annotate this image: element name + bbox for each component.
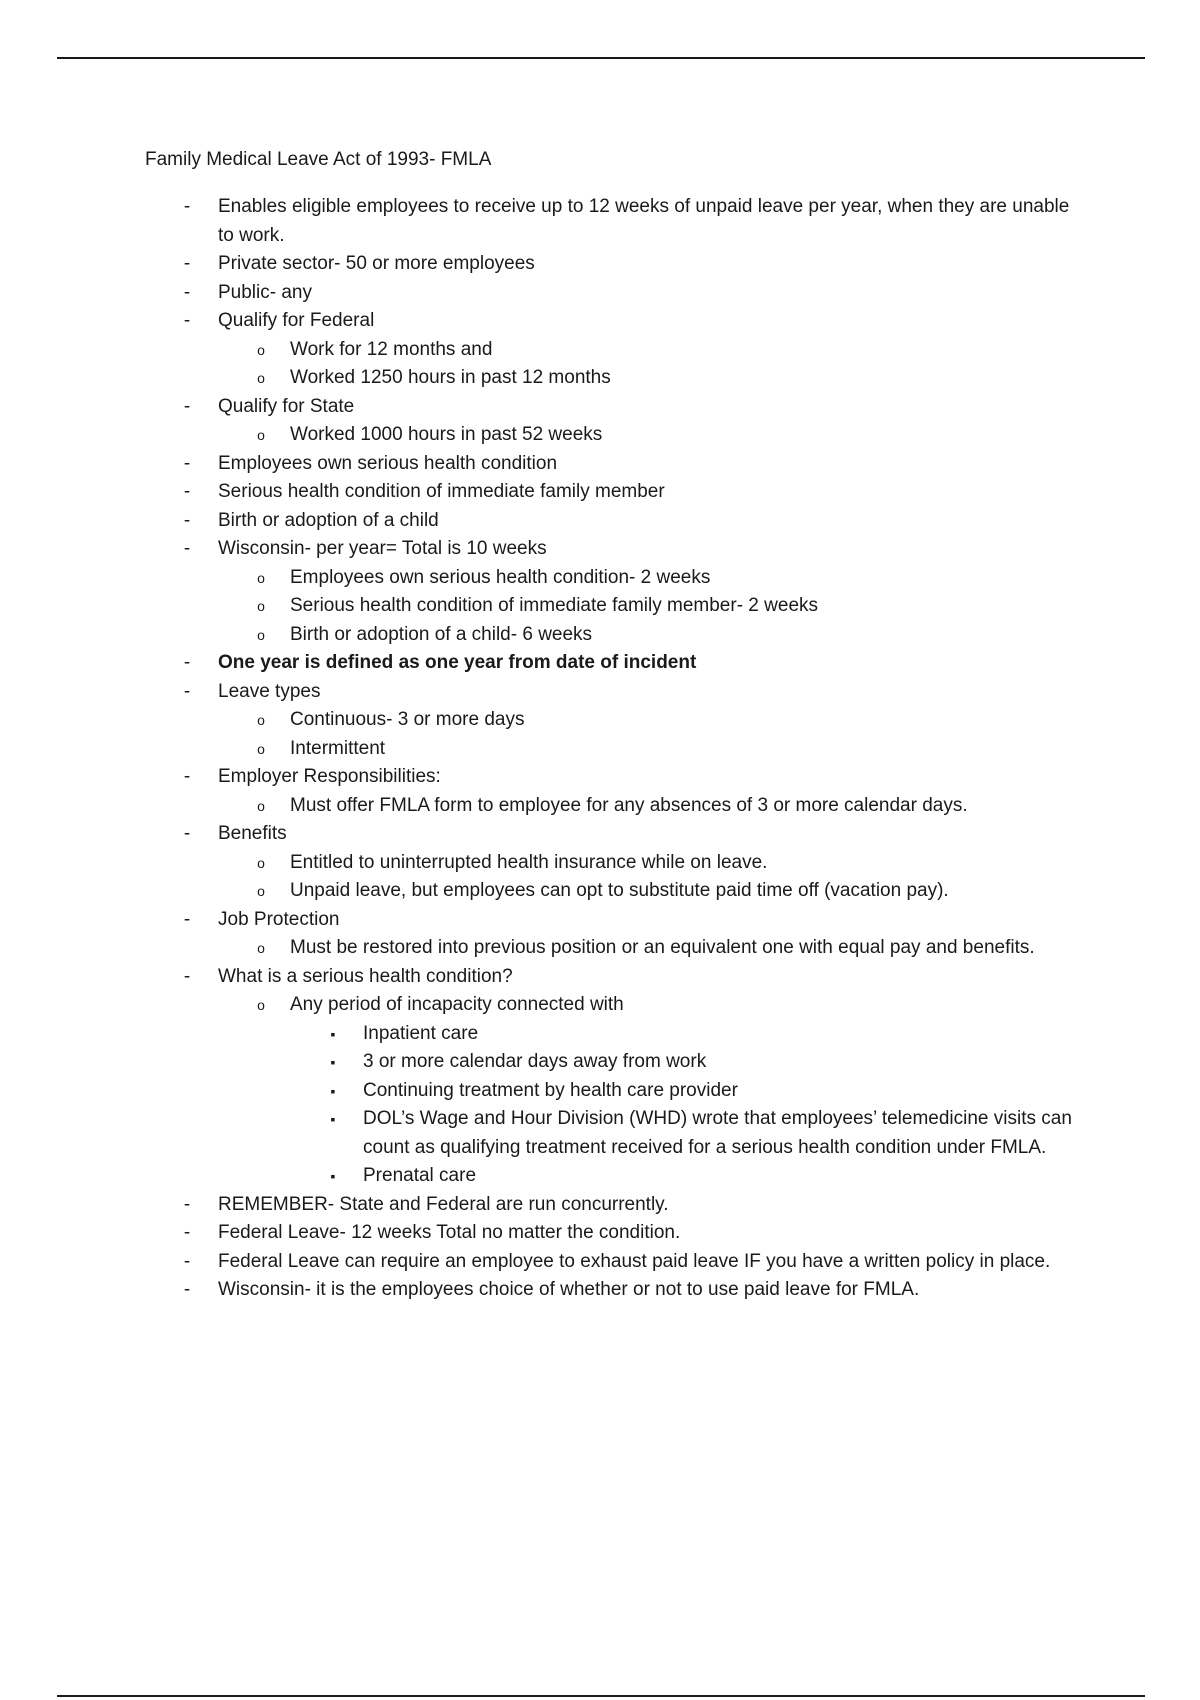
bullet-marker: -: [183, 1279, 191, 1300]
list-item: [145, 564, 1085, 593]
list-item: [145, 763, 1085, 792]
bullet-marker: o: [257, 370, 265, 386]
list-item: [145, 507, 1085, 536]
list-item-text: Serious health condition of immediate family member- 2 weeks: [290, 595, 819, 616]
document-body: [145, 193, 1085, 1305]
list-item: [145, 849, 1085, 878]
list-item-text: Wisconsin- it is the employees choice of whether or not to use paid leave for FMLA.: [218, 1279, 920, 1300]
bullet-marker: -: [183, 652, 191, 673]
list-item: [145, 307, 1085, 336]
list-item: [145, 1248, 1085, 1277]
list-item: [145, 706, 1085, 735]
bullet-marker: o: [257, 883, 265, 899]
list-item-text: Qualify for State: [218, 395, 355, 417]
list-item-text: Inpatient care: [363, 1022, 479, 1044]
list-item-text: Continuing treatment by health care provider: [363, 1079, 738, 1101]
list-item-text: Employees own serious health condition: [218, 452, 558, 474]
bullet-marker: ▪: [330, 1054, 336, 1070]
bullet-marker: -: [183, 310, 191, 331]
bullet-marker: -: [183, 1222, 191, 1243]
list-item-text: Continuous- 3 or more days: [290, 709, 525, 730]
list-item-text: Must be restored into previous position or an equivalent one with equal pay and benefits.: [290, 937, 1035, 958]
bullet-marker: -: [183, 1193, 191, 1215]
list-item: [145, 336, 1085, 365]
bullet-marker: -: [183, 281, 191, 303]
list-item-text: Enables eligible employees to receive up to 12 weeks of unpaid leave per year, when they are unable to work.: [218, 196, 1070, 246]
list-item-text: Intermittent: [290, 737, 386, 759]
list-item-text: What is a serious health condition?: [218, 965, 513, 987]
bullet-marker: -: [183, 680, 191, 702]
list-item: [145, 877, 1085, 906]
bullet-marker: -: [183, 538, 191, 559]
bullet-marker: o: [257, 712, 265, 728]
bullet-marker: -: [183, 965, 191, 987]
list-item: [145, 678, 1085, 707]
bullet-marker: -: [183, 253, 191, 274]
list-item-text: Qualify for Federal: [218, 310, 375, 331]
list-item-text: One year is defined as one year from date of incident: [218, 652, 697, 673]
document-title: Family Medical Leave Act of 1993- FMLA: [145, 149, 492, 170]
list-item-text: Unpaid leave, but employees can opt to substitute paid time off (vacation pay).: [290, 880, 949, 901]
bullet-marker: ▪: [330, 1025, 336, 1042]
list-item: [145, 535, 1085, 564]
list-item: [145, 478, 1085, 507]
list-item-text: Must offer FMLA form to employee for any absences of 3 or more calendar days.: [290, 794, 968, 816]
bullet-marker: o: [257, 740, 265, 757]
list-item: [145, 991, 1085, 1020]
bullet-marker: o: [257, 341, 265, 358]
list-item: [145, 279, 1085, 308]
bullet-marker: ▪: [330, 1111, 336, 1127]
list-item-text: Birth or adoption of a child: [218, 509, 439, 531]
list-item-text: Entitled to uninterrupted health insurance while on leave.: [290, 851, 768, 873]
bullet-marker: -: [183, 823, 191, 844]
list-item: [145, 934, 1085, 963]
bullet-marker: -: [183, 509, 191, 531]
list-item: [145, 1077, 1085, 1106]
list-item: [145, 1191, 1085, 1220]
list-item-text: Worked 1250 hours in past 12 months: [290, 367, 611, 388]
bullet-marker: o: [257, 997, 265, 1013]
list-item-text: Serious health condition of immediate family member: [218, 481, 665, 502]
bullet-marker: -: [183, 1250, 191, 1272]
list-item-text: Wisconsin- per year= Total is 10 weeks: [218, 538, 547, 559]
list-item-text: Any period of incapacity connected with: [290, 994, 624, 1015]
bullet-marker: -: [183, 395, 191, 417]
list-item-text: Federal Leave- 12 weeks Total no matter the condition.: [218, 1222, 681, 1243]
list-item: [145, 1219, 1085, 1248]
bullet-marker: ▪: [330, 1082, 336, 1099]
list-item-text: Job Protection: [218, 908, 340, 930]
bullet-marker: -: [183, 908, 191, 930]
list-item: [145, 792, 1085, 821]
list-item-text: REMEMBER- State and Federal are run concurrently.: [218, 1193, 669, 1215]
list-item: [145, 1020, 1085, 1049]
bullet-marker: ▪: [330, 1168, 336, 1184]
bullet-marker: -: [183, 196, 191, 217]
list-item-text: Leave types: [218, 680, 321, 702]
list-item-text: DOL’s Wage and Hour Division (WHD) wrote that employees’ telemedicine visits can count as qualifying treatment received for a serious health condition under FMLA.: [363, 1108, 1072, 1158]
list-item: [145, 193, 1085, 250]
list-item-text: Private sector- 50 or more employees: [218, 253, 535, 274]
list-item: [145, 364, 1085, 393]
list-item: [145, 592, 1085, 621]
list-item-text: 3 or more calendar days away from work: [363, 1051, 707, 1072]
list-item: [145, 421, 1085, 450]
list-item: [145, 649, 1085, 678]
list-item: [145, 906, 1085, 935]
list-item-text: Employer Responsibilities:: [218, 766, 441, 787]
bullet-marker: o: [257, 940, 265, 956]
list-item-text: Birth or adoption of a child- 6 weeks: [290, 623, 593, 645]
bullet-marker: -: [183, 481, 191, 502]
list-item: [145, 735, 1085, 764]
list-item: [145, 393, 1085, 422]
bullet-marker: o: [257, 598, 265, 614]
list-item: [145, 1105, 1085, 1162]
list-item: [145, 621, 1085, 650]
list-item-text: Benefits: [218, 823, 287, 844]
list-item: [145, 1276, 1085, 1305]
list-item: [145, 450, 1085, 479]
bullet-marker: o: [257, 427, 265, 443]
list-item: [145, 1162, 1085, 1191]
list-item: [145, 820, 1085, 849]
list-item: [145, 250, 1085, 279]
bullet-marker: o: [257, 797, 265, 814]
list-item-text: Work for 12 months and: [290, 338, 493, 360]
header-rule: [57, 57, 1145, 59]
list-item-text: Public- any: [218, 281, 312, 303]
list-item-text: Worked 1000 hours in past 52 weeks: [290, 424, 603, 445]
list-item-text: Prenatal care: [363, 1165, 477, 1186]
bullet-marker: o: [257, 626, 265, 643]
list-item-text: Federal Leave can require an employee to exhaust paid leave IF you have a written policy in place.: [218, 1250, 1051, 1272]
bullet-marker: o: [257, 569, 265, 586]
bullet-marker: -: [183, 766, 191, 787]
list-item: [145, 1048, 1085, 1077]
list-item-text: Employees own serious health condition- 2 weeks: [290, 566, 711, 588]
bullet-marker: -: [183, 452, 191, 474]
list-item: [145, 963, 1085, 992]
bullet-marker: o: [257, 854, 265, 871]
footer-rule: [57, 1695, 1145, 1697]
